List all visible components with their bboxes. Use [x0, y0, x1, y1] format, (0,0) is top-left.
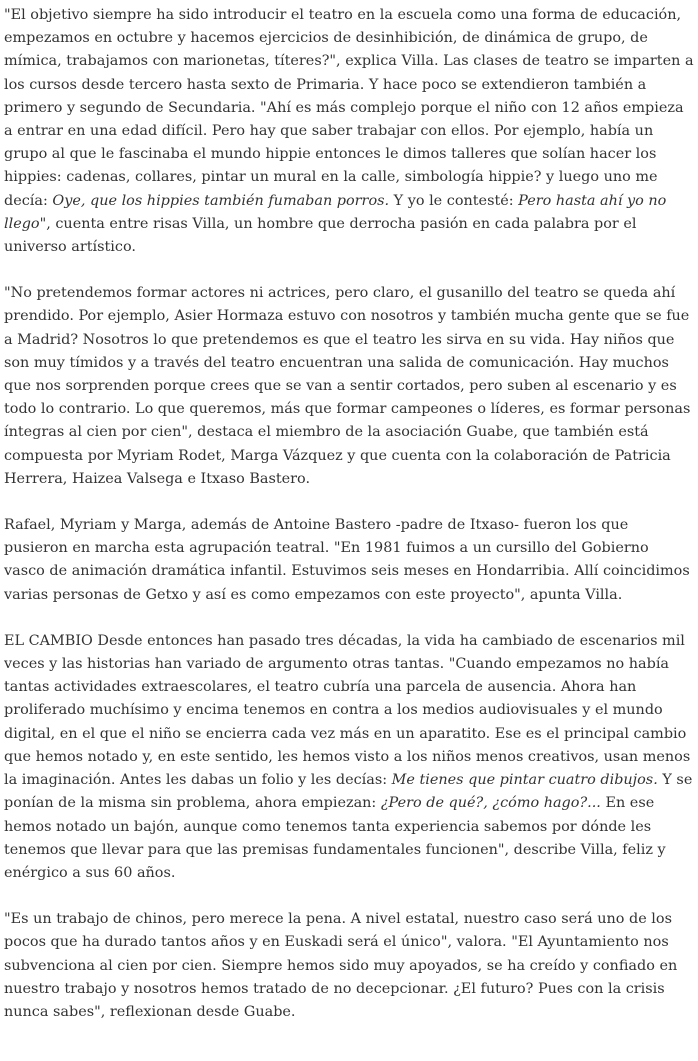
- paragraph-text: Y se ponían de la misma sin problema, ahora empiezan:: [4, 772, 693, 812]
- quoted-speech-italic: ¿Pero de qué?, ¿cómo hago?...: [380, 795, 601, 812]
- paragraph-text: "El objetivo siempre ha sido introducir el teatro en la escuela como una forma de educación, empezamos en octubre y hacemos ejercicios de desinhibición, de dinámica de grupo, de mímica, trabajamos con marionetas, títeres?", explica Villa. Las clases de teatro se imparten a los cursos desde tercero hasta sexto de Primaria. Y hace poco se extendieron también a primero y segundo de Secundaria. "Ahí es más complejo porque el niño con 12 años empieza a entrar en una edad difícil. Pero hay que saber trabajar con ellos. Por ejemplo, había un grupo al que le fascinaba el mundo hippie entonces le dimos talleres que solían hacer los hippies: cadenas, collares, pintar un mural en la calle, simbología hippie? y luego uno me decía:: [4, 7, 694, 209]
- quoted-speech-italic: Oye, que los hippies también fumaban porros.: [52, 192, 390, 209]
- paragraph-text: Rafael, Myriam y Marga, además de Antoine Bastero -padre de Itxaso- fueron los que pusieron en marcha esta agrupación teatral. "En 1981 fuimos a un cursillo del Gobierno vasco de animación dramática infantil. Estuvimos seis meses en Hondarribia. Allí coincidimos varias personas de Getxo y así es como empezamos con este proyecto", apunta Villa.: [4, 517, 690, 603]
- paragraph-text: "No pretendemos formar actores ni actrices, pero claro, el gusanillo del teatro se queda ahí prendido. Por ejemplo, Asier Hormaza estuvo con nosotros y también mucha gente que se fue a Madrid? Nosotros lo que pretendemos es que el teatro les sirva en su vida. Hay niños que son muy tímidos y a través del teatro encuentran una salida de comunicación. Hay muchos que nos sorprenden porque crees que se van a sentir cortados, pero suben al escenario y es todo lo contrario. Lo que queremos, más que formar campeones o líderes, es formar personas íntegras al cien por cien", destaca el miembro de la asociación Guabe, que también está compuesta por Myriam Rodet, Marga Vázquez y que cuenta con la colaboración de Patricia Herrera, Haizea Valsega e Itxaso Bastero.: [4, 285, 691, 487]
- paragraph-text: En ese hemos notado un bajón, aunque como tenemos tanta experiencia sabemos por dónde les tenemos que llevar para que las premisas fundamentales funcionen", describe Villa, feliz y enérgico a sus 60 años.: [4, 795, 666, 881]
- paragraph-text: EL CAMBIO Desde entonces han pasado tres décadas, la vida ha cambiado de escenarios mil veces y las historias han variado de argumento otras tantas. "Cuando empezamos no había tantas actividades extraescolares, el teatro cubría una parcela de ausencia. Ahora han proliferado muchísimo y encima tenemos en contra a los medios audiovisuales y el mundo digital, en el que el niño se encierra cada vez más en un aparatito. Ese es el principal cambio que hemos notado y, en este sentido, les hemos visto a los niños menos creativos, usan menos la imaginación. Antes les dabas un folio y les decías:: [4, 632, 691, 789]
- paragraph-4: [4, 630, 694, 885]
- paragraph-3: [4, 514, 694, 607]
- paragraph-text: Y yo le contesté:: [389, 192, 519, 209]
- paragraph-text: "Es un trabajo de chinos, pero merece la pena. A nivel estatal, nuestro caso será uno de los pocos que ha durado tantos años y en Euskadi será el único", valora. "El Ayuntamiento nos subvenciona al cien por cien. Siempre hemos sido muy apoyados, se ha creído y confiado en nuestro trabajo y nosotros hemos tratado de no decepcionar. ¿El futuro? Pues con la crisis nunca sabes", reflexionan desde Guabe.: [4, 911, 678, 1020]
- paragraph-text: ", cuenta entre risas Villa, un hombre que derrocha pasión en cada palabra por el universo artístico.: [4, 215, 637, 256]
- paragraph-5: [4, 908, 694, 1024]
- quoted-speech-italic: Me tienes que pintar cuatro dibujos.: [391, 772, 658, 789]
- paragraph-2: [4, 282, 694, 491]
- paragraph-1: [4, 4, 694, 259]
- quoted-speech-italic: Pero hasta ahí yo no llego: [4, 192, 667, 232]
